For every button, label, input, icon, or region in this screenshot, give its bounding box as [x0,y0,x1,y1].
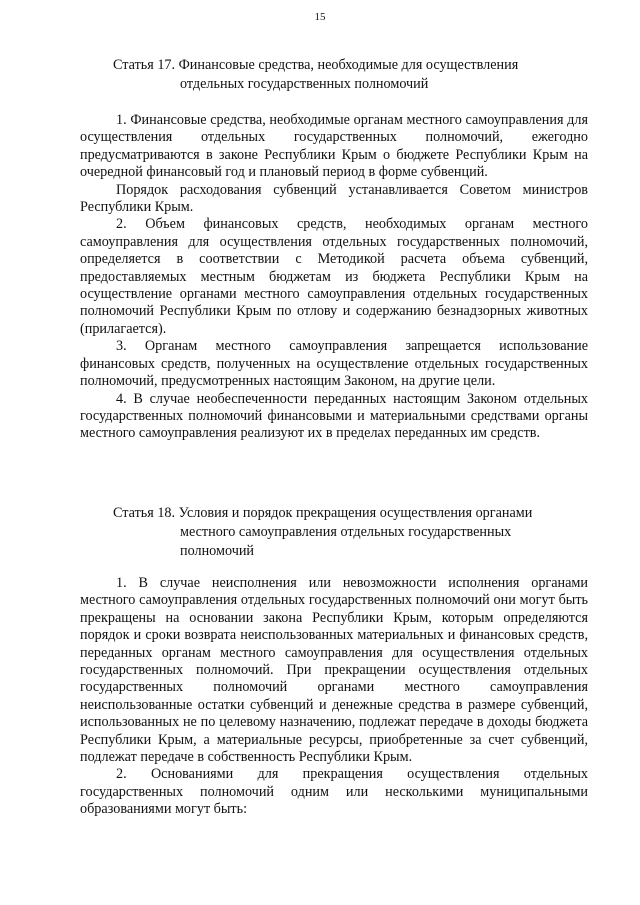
article-17-paragraph-3: 2. Объем финансовых средств, необходимых органам местного самоуправления для осуществления отдельных государственных полномочий, определяется в соответствии с Методикой расчета объема субвенций, предоставляемых местным бюджетам из бюджета Республики Крым на осуществление органами местного самоуправления отдельных государственных полномочий Республики Крым по отлову и содержанию безнадзорных животных (прилагается). [80,216,588,337]
article-17-body [80,112,588,443]
article-18-heading-line-3: полномочий [180,543,255,559]
article-17-paragraph-2: Порядок расходования субвенций устанавливается Советом министров Республики Крым. [80,181,588,216]
article-18-heading-line-2: местного самоуправления отдельных государственных [180,524,512,540]
article-18-paragraph-2: 2. Основаниями для прекращения осуществления отдельных государственных полномочий одним или несколькими муниципальными образованиями могут быть: [80,766,588,818]
article-18-heading-line-1: Статья 18. Условия и порядок прекращения осуществления органами [113,505,533,521]
article-17-paragraph-4: 3. Органам местного самоуправления запрещается использование финансовых средств, полученных на осуществление отдельных государственных полномочий, предусмотренных настоящим Законом, на другие цели. [80,338,588,390]
article-17-heading [113,56,518,94]
article-18-heading [113,504,532,561]
article-17-paragraph-1: 1. Финансовые средства, необходимые органам местного самоуправления для осуществления отдельных государственных полномочий, ежегодно предусматриваются в законе Республики Крым о бюджете Республики Крым на очередной финансовый год и плановый период в форме субвенций. [80,112,588,181]
article-17-heading-line-1: Статья 17. Финансовые средства, необходимые для осуществления [113,57,519,73]
article-17-heading-line-2: отдельных государственных полномочий [180,76,429,92]
article-18-paragraph-1: 1. В случае неисполнения или невозможности исполнения органами местного самоуправления отдельных государственных полномочий они могут быть прекращены на основании закона Республики Крым, которым определяются порядок и сроки возврата неиспользованных материальных и финансовых средств, переданных органам местного самоуправления для осуществления отдельных государственных полномочий. При прекращении осуществления отдельных государственных полномочий органами местного самоуправления неиспользованные остатки субвенций и денежные средства в размере субвенций, использованных не по целевому назначению, подлежат передаче в доходы бюджета Республики Крым, а материальные ресурсы, приобретенные за счет субвенций, подлежат передаче в собственность Республики Крым. [80,575,588,766]
article-17-paragraph-5: 4. В случае необеспеченности переданных настоящим Законом отдельных государственных полномочий финансовыми и материальными средствами органы местного самоуправления реализуют их в пределах переданных им средств. [80,390,588,442]
article-18-body [80,575,588,819]
page-number: 15 [314,11,326,23]
